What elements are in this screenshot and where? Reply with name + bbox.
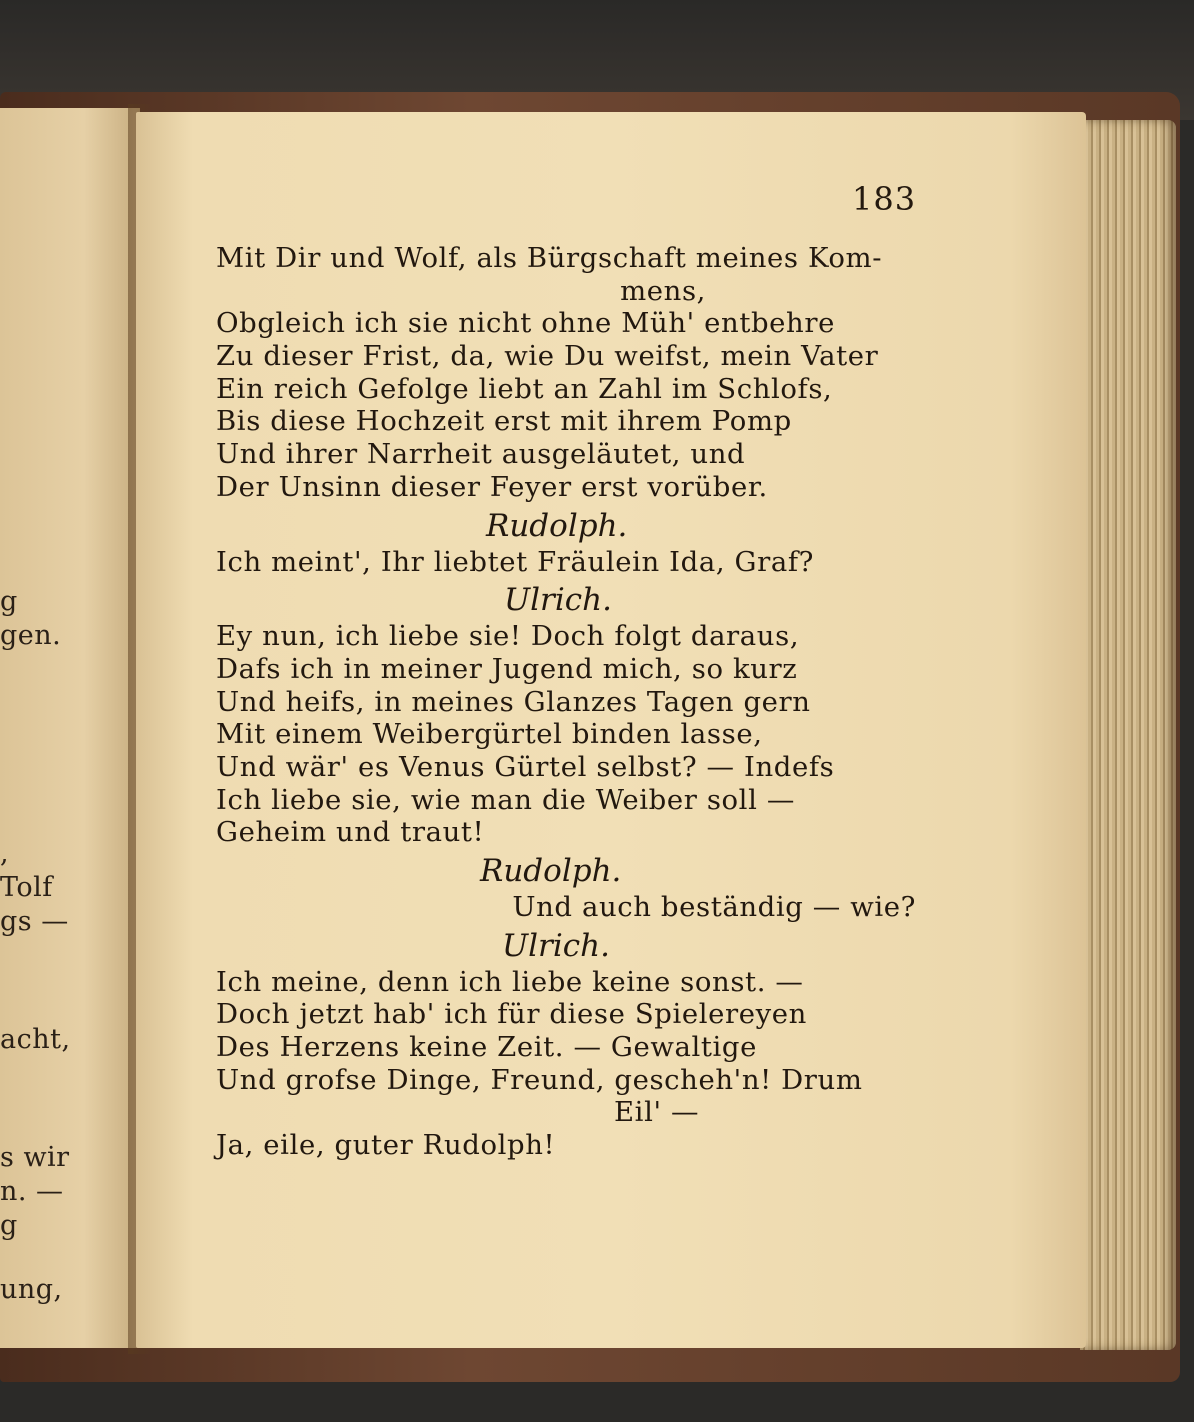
speaker-name: Rudolph. (486, 507, 628, 544)
verse-line: Mit einem Weibergürtel binden lasse, (216, 718, 763, 751)
verse-line-continuation: mens, (620, 274, 706, 307)
verse-line: Und wär' es Venus Gürtel selbst? — Indefs (216, 750, 835, 783)
left-fragment: s wir (0, 1142, 70, 1173)
verse-line: Mit Dir und Wolf, als Bürgschaft meines Kom- (216, 242, 883, 274)
verse-line: Und ihrer Narrheit ausgeläutet, und (216, 438, 746, 471)
verse-line: Ich meint', Ihr liebtet Fräulein Ida, Graf? (216, 545, 814, 578)
verse-line: Doch jetzt hab' ich für diese Spielereyen (216, 998, 807, 1031)
speaker-name: Rudolph. (480, 853, 622, 889)
verse-line: Ey nun, ich liebe sie! Doch folgt daraus, (216, 620, 800, 653)
verse-line: Ein reich Gefolge liebt an Zahl im Schlofs, (216, 372, 833, 405)
left-fragment: gen. (0, 620, 62, 651)
page-number: 183 (852, 180, 917, 218)
verse-line-indented: Und auch beständig — wie? (512, 891, 916, 923)
verse-line: Ich meine, denn ich liebe keine sonst. — (216, 965, 804, 998)
verse-text (216, 242, 916, 1162)
left-fragment: g (0, 586, 18, 617)
left-fragment: g (0, 1210, 18, 1241)
left-fragment: gs — (0, 906, 69, 937)
left-fragment: , (0, 838, 10, 869)
verse-line: Zu dieser Frist, da, wie Du weifst, mein Vater (216, 340, 879, 373)
left-fragment: Tolf (0, 872, 53, 903)
verse-line: Geheim und traut! (216, 816, 485, 849)
left-fragment: acht, (0, 1024, 71, 1055)
left-fragment: n. — (0, 1176, 64, 1207)
verse-line: Obgleich ich sie nicht ohne Müh' entbehre (216, 307, 835, 340)
left-page (0, 108, 140, 1348)
left-fragment: ung, (0, 1274, 63, 1305)
verse-line: Und grofse Dinge, Freund, gescheh'n! Drum (216, 1063, 863, 1096)
verse-line: Des Herzens keine Zeit. — Gewaltige (216, 1031, 758, 1064)
verse-line: Ich liebe sie, wie man die Weiber soll — (216, 783, 795, 816)
verse-line: Der Unsinn dieser Feyer erst vorüber. (216, 470, 768, 503)
verse-line: Dafs ich in meiner Jugend mich, so kurz (216, 652, 798, 685)
verse-line-continuation: Eil' — (614, 1096, 700, 1129)
page-edges (1080, 120, 1176, 1350)
verse-line: Und heifs, in meines Glanzes Tagen gern (216, 685, 811, 718)
left-page-text (0, 108, 140, 1348)
speaker-name: Ulrich. (502, 927, 610, 964)
speaker-name: Ulrich. (504, 582, 612, 619)
verse-line: Bis diese Hochzeit erst mit ihrem Pomp (216, 405, 792, 438)
verse-line: Ja, eile, guter Rudolph! (216, 1129, 556, 1162)
